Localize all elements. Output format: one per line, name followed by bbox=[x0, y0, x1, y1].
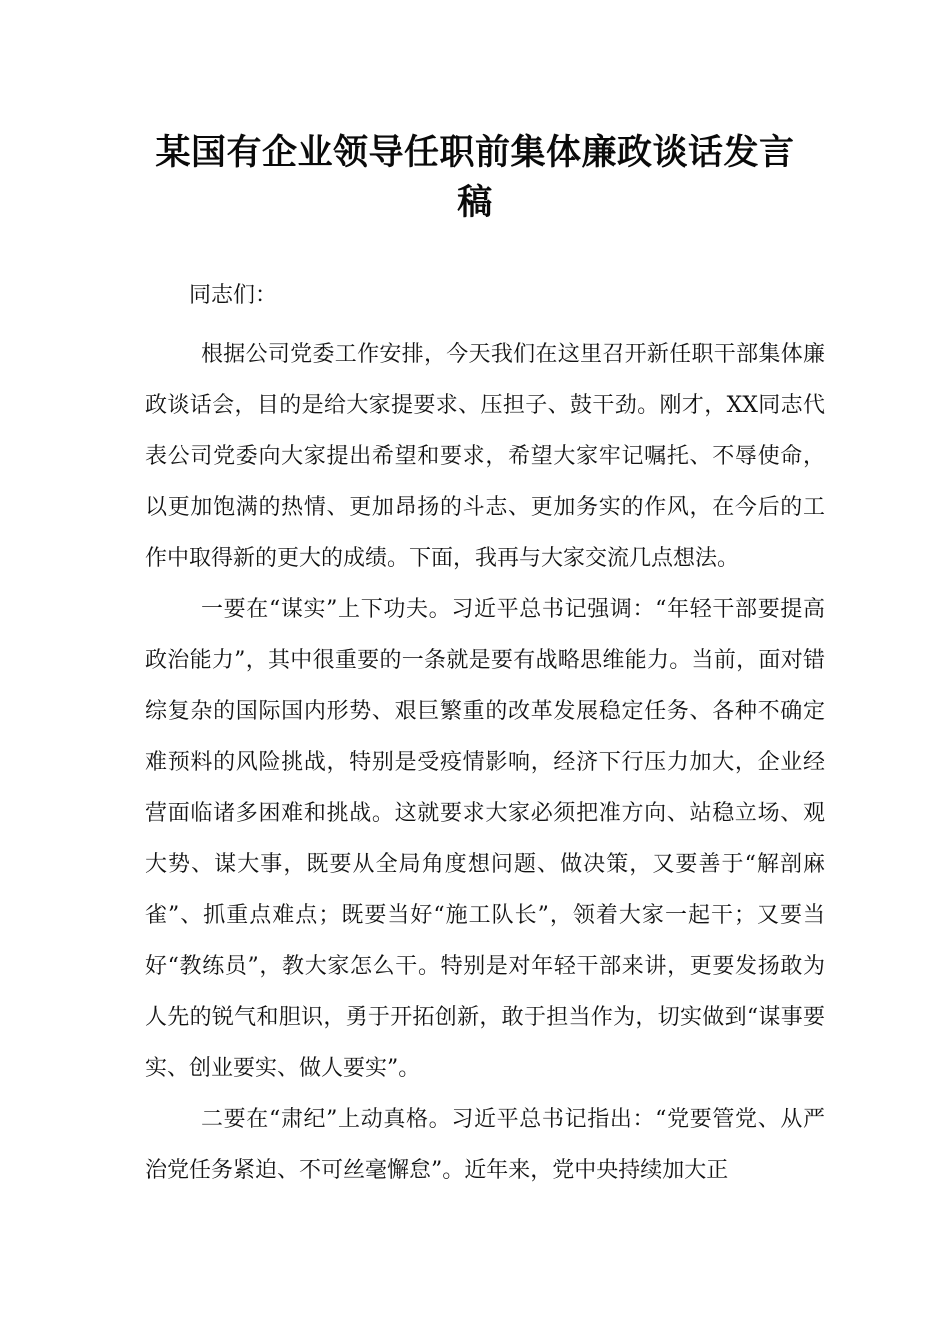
paragraph-point-one: 一要在“谋实”上下功夫。习近平总书记强调：“年轻干部要提高政治能力”，其中很重要的一条就是要有战略思维能力。当前，面对错综复杂的国际国内形势、艰巨繁重的改革发展稳定任务、各种不确定难预料的风险挑战，特别是受疫情影响，经济下行压力加大，企业经营面临诸多困难和挑战。这就要求大家必须把准方向、站稳立场、观大势、谋大事，既要从全局角度想问题、做决策，又要善于“解剖麻雀”、抓重点难点；既要当好“施工队长”，领着大家一起干；又要当好“教练员”，教大家怎么干。特别是对年轻干部来讲，更要发扬敢为人先的锐气和胆识，勇于开拓创新，敢于担当作为，切实做到“谋事要实、创业要实、做人要实”。 bbox=[145, 597, 825, 1081]
document-title: 某国有企业领导任职前集体廉政谈话发言稿 bbox=[155, 133, 795, 223]
document-body bbox=[145, 278, 825, 1196]
salutation: 同志们： bbox=[189, 283, 278, 308]
paragraph-point-two: 二要在“肃纪”上动真格。习近平总书记指出：“党要管党、从严治党任务紧迫、不可丝毫懈怠”。近年来，党中央持续加大正 bbox=[145, 1107, 825, 1183]
paragraph-intro: 根据公司党委工作安排，今天我们在这里召开新任职干部集体廉政谈话会，目的是给大家提要求、压担子、鼓干劲。刚才，XX同志代表公司党委向大家提出希望和要求，希望大家牢记嘱托、不辱使命，以更加饱满的热情、更加昂扬的斗志、更加务实的作风，在今后的工作中取得新的更大的成绩。下面，我再与大家交流几点想法。 bbox=[145, 342, 825, 571]
